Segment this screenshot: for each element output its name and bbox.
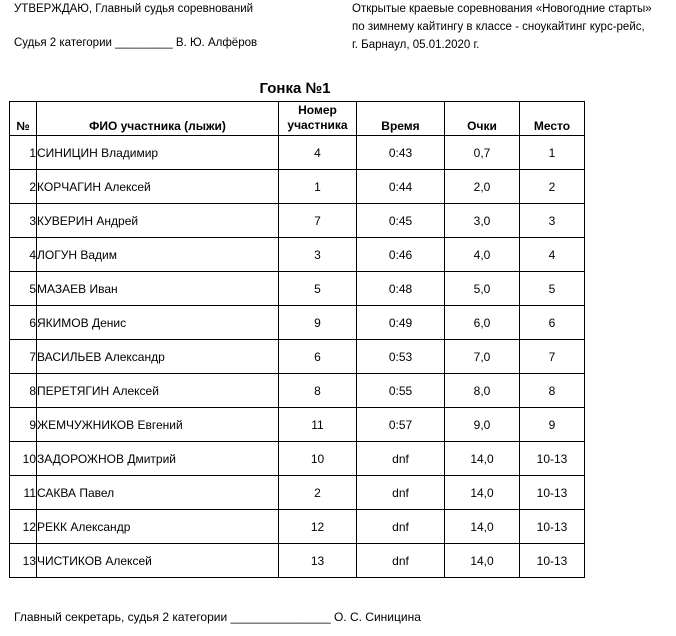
col-header-number [279,102,357,136]
cell-place: 7 [520,340,585,374]
col-header-number-line2: участника [287,118,348,132]
cell-place: 2 [520,170,585,204]
cell-points: 0,7 [445,136,520,170]
cell-no: 9 [10,408,37,442]
cell-no: 12 [10,510,37,544]
cell-place: 10-13 [520,544,585,578]
cell-place: 6 [520,306,585,340]
table-row [10,340,585,374]
cell-points: 3,0 [445,204,520,238]
cell-number: 8 [279,374,357,408]
cell-no: 10 [10,442,37,476]
cell-no: 2 [10,170,37,204]
cell-no: 7 [10,340,37,374]
cell-number: 3 [279,238,357,272]
event-info-block [352,0,652,54]
cell-number: 7 [279,204,357,238]
cell-number: 12 [279,510,357,544]
cell-points: 2,0 [445,170,520,204]
cell-number: 2 [279,476,357,510]
cell-time: dnf [357,442,445,476]
col-header-number-line1: Номер [298,103,337,117]
table-row [10,170,585,204]
cell-number: 1 [279,170,357,204]
table-row [10,476,585,510]
cell-time: 0:53 [357,340,445,374]
cell-no: 6 [10,306,37,340]
table-row [10,136,585,170]
cell-place: 5 [520,272,585,306]
cell-name: КОРЧАГИН Алексей [37,170,279,204]
table-row [10,374,585,408]
cell-points: 14,0 [445,442,520,476]
approval-block [14,0,257,52]
cell-time: 0:48 [357,272,445,306]
table-row [10,204,585,238]
table-row [10,544,585,578]
cell-name: ВАСИЛЬЕВ Александр [37,340,279,374]
cell-name: ЧИСТИКОВ Алексей [37,544,279,578]
table-row [10,272,585,306]
cell-number: 6 [279,340,357,374]
table-header-row [10,102,585,136]
cell-time: dnf [357,544,445,578]
table-row [10,306,585,340]
cell-place: 1 [520,136,585,170]
cell-name: РЕКК Александр [37,510,279,544]
cell-number: 9 [279,306,357,340]
table-row [10,510,585,544]
cell-time: 0:44 [357,170,445,204]
cell-no: 8 [10,374,37,408]
secretary-signature-line: Главный секретарь, судья 2 категории _______________ О. С. Синицина [14,610,421,624]
cell-name: САКВА Павел [37,476,279,510]
cell-time: 0:57 [357,408,445,442]
cell-no: 11 [10,476,37,510]
event-place-date: г. Барнаул, 05.01.2020 г. [352,39,480,51]
race-title: Гонка №1 [259,80,331,97]
cell-time: 0:49 [357,306,445,340]
cell-points: 5,0 [445,272,520,306]
cell-number: 13 [279,544,357,578]
cell-name: КУВЕРИН Андрей [37,204,279,238]
col-header-place: Место [520,102,585,136]
cell-place: 10-13 [520,510,585,544]
cell-points: 8,0 [445,374,520,408]
col-header-time: Время [357,102,445,136]
cell-points: 9,0 [445,408,520,442]
approval-title: УТВЕРЖДАЮ, Главный судья соревнований [14,3,254,15]
cell-points: 14,0 [445,510,520,544]
cell-place: 9 [520,408,585,442]
cell-time: 0:46 [357,238,445,272]
cell-points: 6,0 [445,306,520,340]
cell-points: 14,0 [445,544,520,578]
cell-place: 4 [520,238,585,272]
cell-no: 4 [10,238,37,272]
results-table [9,101,585,578]
table-row [10,442,585,476]
cell-place: 10-13 [520,442,585,476]
cell-number: 11 [279,408,357,442]
col-header-name: ФИО участника (лыжи) [37,102,279,136]
cell-number: 10 [279,442,357,476]
cell-name: ПЕРЕТЯГИН Алексей [37,374,279,408]
cell-no: 3 [10,204,37,238]
event-class: по зимнему кайтингу в классе - сноукайтинг курс-рейс, [352,21,645,33]
col-header-no: № [10,102,37,136]
cell-time: dnf [357,510,445,544]
cell-name: ЯКИМОВ Денис [37,306,279,340]
cell-number: 5 [279,272,357,306]
cell-points: 14,0 [445,476,520,510]
cell-place: 3 [520,204,585,238]
event-name: Открытые краевые соревнования «Новогодние старты» [352,3,652,15]
table-row [10,408,585,442]
cell-name: ЗАДОРОЖНОВ Дмитрий [37,442,279,476]
chief-judge-signature-line: Судья 2 категории _________ В. Ю. Алфёров [14,37,258,49]
cell-points: 7,0 [445,340,520,374]
cell-time: dnf [357,476,445,510]
cell-name: ЖЕМЧУЖНИКОВ Евгений [37,408,279,442]
cell-time: 0:55 [357,374,445,408]
col-header-points: Очки [445,102,520,136]
cell-no: 1 [10,136,37,170]
cell-name: МАЗАЕВ Иван [37,272,279,306]
cell-place: 10-13 [520,476,585,510]
cell-name: СИНИЦИН Владимир [37,136,279,170]
cell-no: 13 [10,544,37,578]
cell-place: 8 [520,374,585,408]
cell-no: 5 [10,272,37,306]
table-row [10,238,585,272]
cell-time: 0:43 [357,136,445,170]
cell-points: 4,0 [445,238,520,272]
cell-name: ЛОГУН Вадим [37,238,279,272]
cell-time: 0:45 [357,204,445,238]
cell-number: 4 [279,136,357,170]
